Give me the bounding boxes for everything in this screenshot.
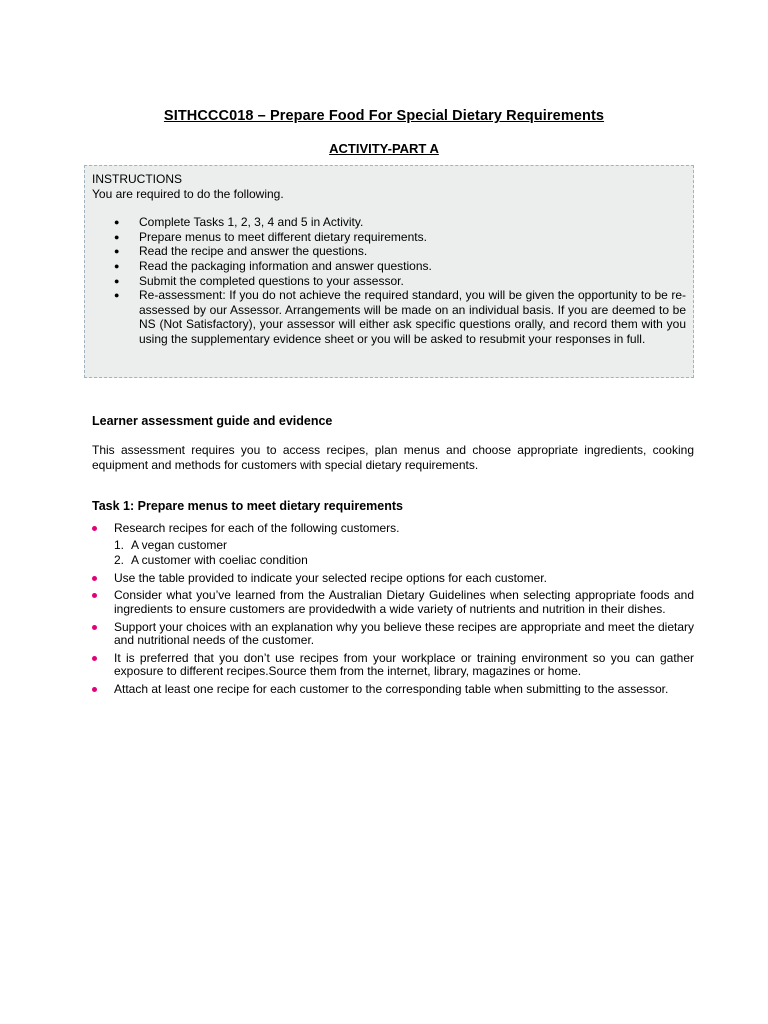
task1-item: Consider what you’ve learned from the Australian Dietary Guidelines when selecting appropriate foods and ingredients to ensure customers are providedwith a wide variety of nutrients and nutrition in their dishes. — [92, 589, 694, 616]
pink-bullet-icon — [92, 526, 97, 531]
bullet-icon: ● — [114, 260, 120, 271]
pink-bullet-icon — [92, 576, 97, 581]
instruction-item: ● Prepare menus to meet different dietary requirements. — [114, 229, 427, 244]
pink-bullet-icon — [92, 656, 97, 661]
instructions-box — [84, 165, 694, 378]
task1-item: Support your choices with an explanation why you believe these recipes are appropriate and meet the dietary and nutritional needs of the customer. — [92, 621, 694, 648]
task1-item: Use the table provided to indicate your selected recipe options for each customer. — [92, 572, 694, 586]
customer-item: 1. A vegan customer — [113, 537, 228, 552]
task1-item: Attach at least one recipe for each customer to the corresponding table when submitting to the assessor. — [92, 683, 694, 697]
customer-list — [114, 539, 694, 568]
instruction-item: ● Complete Tasks 1, 2, 3, 4 and 5 in Activity. — [114, 215, 364, 230]
guide-body: This assessment requires you to access recipes, plan menus and choose appropriate ingredients, cooking equipment and methods for customers with special dietary requirements. — [92, 443, 694, 472]
instruction-item: ● Read the packaging information and answer questions. — [114, 258, 432, 273]
activity-subtitle: ACTIVITY-PART A — [329, 141, 439, 156]
bullet-icon: ● — [114, 290, 120, 301]
document-title: SITHCCC018 – Prepare Food For Special Dietary Requirements — [163, 108, 605, 124]
instructions-heading: INSTRUCTIONS — [92, 172, 182, 186]
task1-list — [92, 522, 694, 701]
instruction-item: ● Re-assessment: If you do not achieve the required standard, you will be given the opportunity to be re-assessed by our Assessor. Arrangements will be made on an individual basis. If you are deemed to be NS (Not Satisfactory), your assessor will either ask specific questions orally, and record them with you using the supplementary evidence sheet or you will be asked to resubmit your responses in full. — [114, 288, 686, 346]
instructions-intro: You are required to do the following. — [92, 186, 284, 201]
bullet-icon: ● — [114, 275, 120, 286]
task1-item: It is preferred that you don’t use recipes from your workplace or training environment so you can gather exposure to different recipes.Source them from the internet, library, magazines or home. — [92, 652, 694, 679]
bullet-icon: ● — [114, 246, 120, 257]
task1-heading: Task 1: Prepare menus to meet dietary requirements — [92, 499, 403, 513]
instruction-item: ● Submit the completed questions to your assessor. — [114, 273, 404, 288]
guide-heading: Learner assessment guide and evidence — [92, 414, 333, 428]
bullet-icon: ● — [114, 217, 120, 228]
pink-bullet-icon — [92, 687, 97, 692]
bullet-icon: ● — [114, 231, 120, 242]
pink-bullet-icon — [92, 593, 97, 598]
task1-item: Research recipes for each of the following customers. 1. A vegan customer 2. A customer with coeliac condition — [92, 522, 694, 568]
customer-item: 2. A customer with coeliac condition — [113, 553, 308, 568]
instruction-item: ● Read the recipe and answer the questions. — [114, 244, 368, 259]
instructions-list — [92, 215, 686, 346]
pink-bullet-icon — [92, 625, 97, 630]
